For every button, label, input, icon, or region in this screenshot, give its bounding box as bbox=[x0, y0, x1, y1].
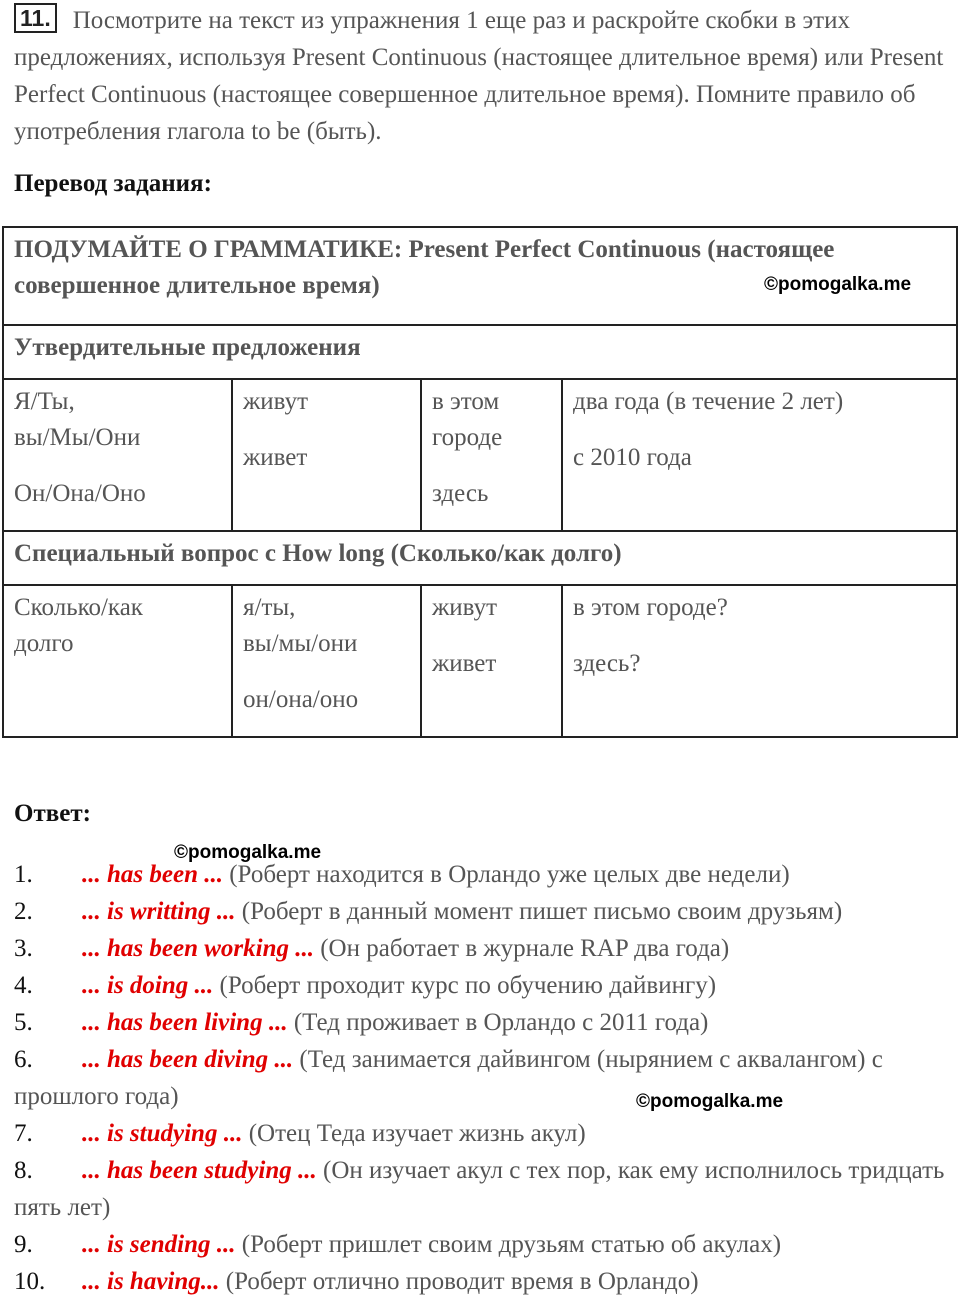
answer-item bbox=[14, 967, 954, 1004]
answer-verb: ... is sending ... bbox=[82, 1231, 236, 1258]
exercise-number: 11. bbox=[14, 3, 57, 33]
affirmative-heading-row bbox=[3, 325, 957, 379]
table-text: Сколько/как bbox=[14, 594, 143, 621]
answer-translation: (Он работает в журнале RAP два года) bbox=[320, 935, 730, 962]
answer-item bbox=[14, 1152, 954, 1226]
table-text: живет bbox=[432, 650, 497, 677]
table-text: Я/Ты, bbox=[14, 388, 75, 415]
answer-translation: (Роберт отлично проводит время в Орландо) bbox=[225, 1268, 699, 1295]
answer-number: 4. bbox=[14, 972, 33, 999]
table-text: в этом bbox=[432, 388, 500, 415]
answer-translation: (Он изучает акул с тех пор, как ему исполнилось тридцать пять лет) bbox=[14, 1157, 945, 1221]
table-text: живет bbox=[243, 444, 308, 471]
question-places bbox=[562, 585, 957, 737]
question-subjects bbox=[232, 585, 421, 737]
translation-heading: Перевод задания: bbox=[14, 170, 212, 197]
answer-number: 5. bbox=[14, 1009, 33, 1036]
answer-item bbox=[14, 856, 954, 893]
exercise-text: Посмотрите на текст из упражнения 1 еще раз и раскройте скобки в этих предложениях, используя Present Continuous (настоящее длительное время) или Present Perfect Continuous (настоящее совершенное длительное время). Помните правило об употребления глагола to be (быть). bbox=[14, 7, 944, 145]
table-text: в этом городе? bbox=[573, 594, 728, 621]
table-text: городе bbox=[432, 424, 503, 451]
answer-heading: Ответ: bbox=[14, 800, 91, 827]
answer-verb: ... has been working ... bbox=[82, 935, 314, 962]
answer-verb: ... is writting ... bbox=[82, 898, 236, 925]
watermark: ©pomogalka.me bbox=[764, 274, 912, 295]
answer-item bbox=[14, 1041, 954, 1115]
answer-item bbox=[14, 1263, 954, 1300]
answer-number: 6. bbox=[14, 1046, 33, 1073]
affirmative-row bbox=[3, 379, 957, 531]
question-words bbox=[3, 585, 232, 737]
exercise-instructions bbox=[14, 2, 944, 150]
answer-verb: ... is having... bbox=[82, 1268, 220, 1295]
watermark: ©pomogalka.me bbox=[636, 1091, 784, 1112]
answer-translation: (Роберт проходит курс по обучению дайвингу) bbox=[219, 972, 717, 999]
table-text: с 2010 года bbox=[573, 444, 692, 471]
affirmative-durations bbox=[562, 379, 957, 531]
affirmative-verbs bbox=[232, 379, 421, 531]
answer-number: 7. bbox=[14, 1120, 33, 1147]
answer-number: 1. bbox=[14, 861, 33, 888]
answer-translation: (Роберт в данный момент пишет письмо своим друзьям) bbox=[241, 898, 843, 925]
affirmative-subjects bbox=[3, 379, 232, 531]
answer-item bbox=[14, 1004, 954, 1041]
affirmative-places bbox=[421, 379, 562, 531]
question-heading: Специальный вопрос с How long (Сколько/как долго) bbox=[3, 531, 957, 585]
answer-item bbox=[14, 930, 954, 967]
affirmative-heading: Утвердительные предложения bbox=[3, 325, 957, 379]
grammar-table bbox=[2, 226, 958, 738]
answer-verb: ... has been living ... bbox=[82, 1009, 288, 1036]
table-text: здесь bbox=[432, 480, 489, 507]
answer-translation: (Отец Теда изучает жизнь акул) bbox=[248, 1120, 586, 1147]
grammar-title: ПОДУМАЙТЕ О ГРАММАТИКЕ: Present Perfect Continuous (настоящее совершенное длительное время) bbox=[14, 236, 835, 299]
table-text: вы/мы/они bbox=[243, 630, 358, 657]
table-text: живут bbox=[243, 388, 309, 415]
answer-translation: (Роберт пришлет своим друзьям статью об акулах) bbox=[241, 1231, 782, 1258]
table-text: я/ты, bbox=[243, 594, 296, 621]
answer-translation: (Роберт находится в Орландо уже целых две недели) bbox=[229, 861, 790, 888]
watermark: ©pomogalka.me bbox=[174, 842, 322, 863]
answer-number: 2. bbox=[14, 898, 33, 925]
answer-verb: ... is doing ... bbox=[82, 972, 214, 999]
answer-item bbox=[14, 1115, 954, 1152]
answer-translation: (Тед занимается дайвингом (нырянием с аквалангом) с прошлого года) bbox=[14, 1046, 883, 1110]
answer-verb: ... is studying ... bbox=[82, 1120, 243, 1147]
table-text: Он/Она/Оно bbox=[14, 480, 146, 507]
table-text: два года (в течение 2 лет) bbox=[573, 388, 844, 415]
answer-item bbox=[14, 1226, 954, 1263]
answer-verb: ... has been diving ... bbox=[82, 1046, 294, 1073]
table-text: он/она/оно bbox=[243, 686, 359, 713]
question-row bbox=[3, 585, 957, 737]
answer-number: 10. bbox=[14, 1268, 46, 1295]
question-verbs bbox=[421, 585, 562, 737]
answer-number: 9. bbox=[14, 1231, 33, 1258]
answer-number: 3. bbox=[14, 935, 33, 962]
answer-item bbox=[14, 893, 954, 930]
answer-number: 8. bbox=[14, 1157, 33, 1184]
answer-verb: ... has been studying ... bbox=[82, 1157, 317, 1184]
table-text: здесь? bbox=[573, 650, 641, 677]
answer-translation: (Тед проживает в Орландо с 2011 года) bbox=[293, 1009, 709, 1036]
table-text: долго bbox=[14, 630, 74, 657]
table-text: вы/Мы/Они bbox=[14, 424, 141, 451]
answer-verb: ... has been ... bbox=[82, 861, 223, 888]
answer-list bbox=[14, 856, 954, 1300]
question-heading-row bbox=[3, 531, 957, 585]
table-text: живут bbox=[432, 594, 498, 621]
